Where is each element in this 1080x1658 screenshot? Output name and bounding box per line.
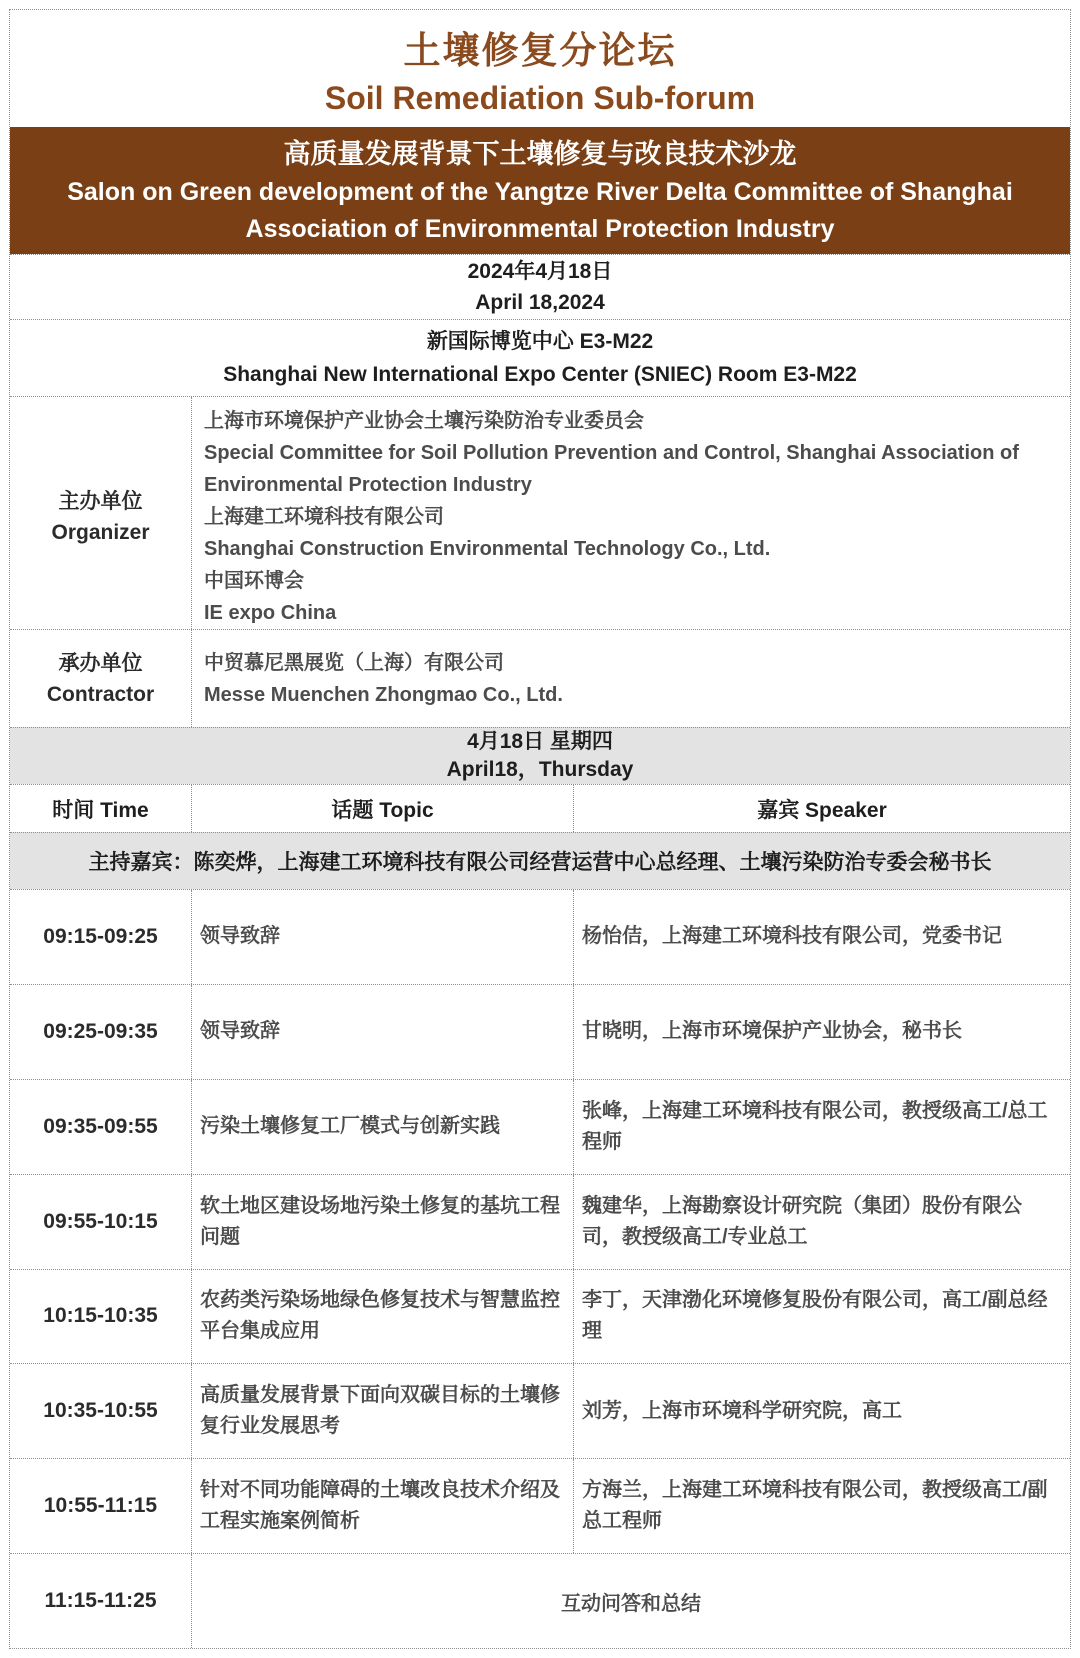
agenda-sheet — [9, 9, 1071, 1649]
time-cell: 11:15-11:25 — [44, 1589, 157, 1613]
schedule-row — [10, 1269, 1070, 1364]
organizer-line: Shanghai Construction Environmental Technology Co., Ltd. — [204, 538, 771, 560]
speaker-cell: 李丁，天津渤化环境修复股份有限公司，高工/副总经理 — [573, 1270, 1070, 1364]
col-topic-header: 话题 Topic — [191, 785, 573, 832]
salon-banner — [10, 127, 1070, 254]
time-cell: 10:55-11:15 — [43, 1494, 158, 1518]
host-row — [10, 832, 1070, 889]
organizer-content — [191, 397, 1070, 637]
speaker-cell: 刘芳，上海市环境科学研究院，高工 — [573, 1364, 1070, 1458]
title-block — [10, 10, 1070, 127]
contractor-row — [10, 629, 1070, 727]
schedule-row — [10, 889, 1070, 984]
col-time-header: 时间 Time — [52, 798, 149, 822]
speaker-cell: 方海兰，上海建工环境科技有限公司，教授级高工/副总工程师 — [573, 1459, 1070, 1553]
date-en: April 18,2024 — [475, 291, 605, 314]
venue-row — [10, 319, 1070, 396]
organizer-line: 上海市环境保护产业协会土壤污染防治专业委员会 — [204, 410, 644, 432]
time-cell: 10:15-10:35 — [43, 1304, 158, 1328]
topic-cell: 针对不同功能障碍的土壤改良技术介绍及工程实施案例简析 — [191, 1459, 573, 1553]
organizer-line: 中国环博会 — [204, 570, 304, 592]
contractor-label-en: Contractor — [46, 682, 155, 706]
date-row — [10, 254, 1070, 319]
contractor-label — [10, 630, 191, 727]
merged-topic-cell: 互动问答和总结 — [191, 1554, 1070, 1648]
speaker-cell: 魏建华，上海勘察设计研究院（集团）股份有限公司，教授级高工/专业总工 — [573, 1175, 1070, 1269]
page-title-en: Soil Remediation Sub-forum — [324, 80, 756, 116]
topic-cell: 高质量发展背景下面向双碳目标的土壤修复行业发展思考 — [191, 1364, 573, 1458]
banner-title-en: Salon on Green development of the Yangtze River Delta Committee of Shanghai Association of Environmental Protection Industry — [67, 177, 1013, 243]
topic-cell: 污染土壤修复工厂模式与创新实践 — [191, 1080, 573, 1174]
schedule-row — [10, 1174, 1070, 1269]
speaker-cell: 张峰，上海建工环境科技有限公司，教授级高工/总工程师 — [573, 1080, 1070, 1174]
time-cell: 10:35-10:55 — [43, 1399, 158, 1423]
organizer-label — [10, 397, 191, 637]
date-cn: 2024年4月18日 — [467, 260, 613, 283]
organizer-label-en: Organizer — [51, 521, 150, 544]
day-banner — [10, 727, 1070, 784]
contractor-content — [191, 630, 1070, 727]
time-cell: 09:35-09:55 — [43, 1114, 158, 1138]
contractor-label-cn: 承办单位 — [58, 651, 143, 675]
organizer-line: IE expo China — [204, 602, 337, 624]
table-header-row — [10, 784, 1070, 832]
host-note: 主持嘉宾：陈奕烨，上海建工环境科技有限公司经营运营中心总经理、土壤污染防治专委会秘书长 — [88, 851, 992, 874]
schedule-row — [10, 1458, 1070, 1553]
schedule-row — [10, 1079, 1070, 1174]
topic-cell: 领导致辞 — [191, 985, 573, 1079]
topic-cell: 领导致辞 — [191, 890, 573, 984]
schedule-row — [10, 1553, 1070, 1648]
time-cell: 09:55-10:15 — [43, 1209, 158, 1233]
day-cn: 4月18日 星期四 — [467, 730, 613, 753]
topic-cell: 农药类污染场地绿色修复技术与智慧监控平台集成应用 — [191, 1270, 573, 1364]
venue-cn: 新国际博览中心 E3-M22 — [426, 330, 654, 353]
contractor-line: 中贸慕尼黑展览（上海）有限公司 — [204, 651, 504, 674]
time-cell: 09:25-09:35 — [43, 1019, 158, 1043]
contractor-line: Messe Muenchen Zhongmao Co., Ltd. — [204, 683, 563, 706]
speaker-cell: 杨怡佶，上海建工环境科技有限公司，党委书记 — [573, 890, 1070, 984]
time-cell: 09:15-09:25 — [43, 924, 158, 948]
col-speaker-header: 嘉宾 Speaker — [573, 785, 1070, 832]
organizer-line: 上海建工环境科技有限公司 — [204, 506, 444, 528]
speaker-cell: 甘晓明，上海市环境保护产业协会，秘书长 — [573, 985, 1070, 1079]
schedule-row — [10, 1363, 1070, 1458]
schedule-row — [10, 984, 1070, 1079]
page-title-cn: 土壤修复分论坛 — [403, 30, 677, 71]
day-en: April18，Thursday — [446, 758, 634, 781]
topic-cell: 软土地区建设场地污染土修复的基坑工程问题 — [191, 1175, 573, 1269]
organizer-label-cn: 主办单位 — [58, 490, 143, 513]
venue-en: Shanghai New International Expo Center (SNIEC) Room E3-M22 — [223, 363, 857, 386]
organizer-line: Special Committee for Soil Pollution Prevention and Control, Shanghai Association of Environmental Protection Industry — [204, 442, 1019, 496]
banner-title-cn: 高质量发展背景下土壤修复与改良技术沙龙 — [283, 138, 797, 169]
organizer-row — [10, 396, 1070, 629]
